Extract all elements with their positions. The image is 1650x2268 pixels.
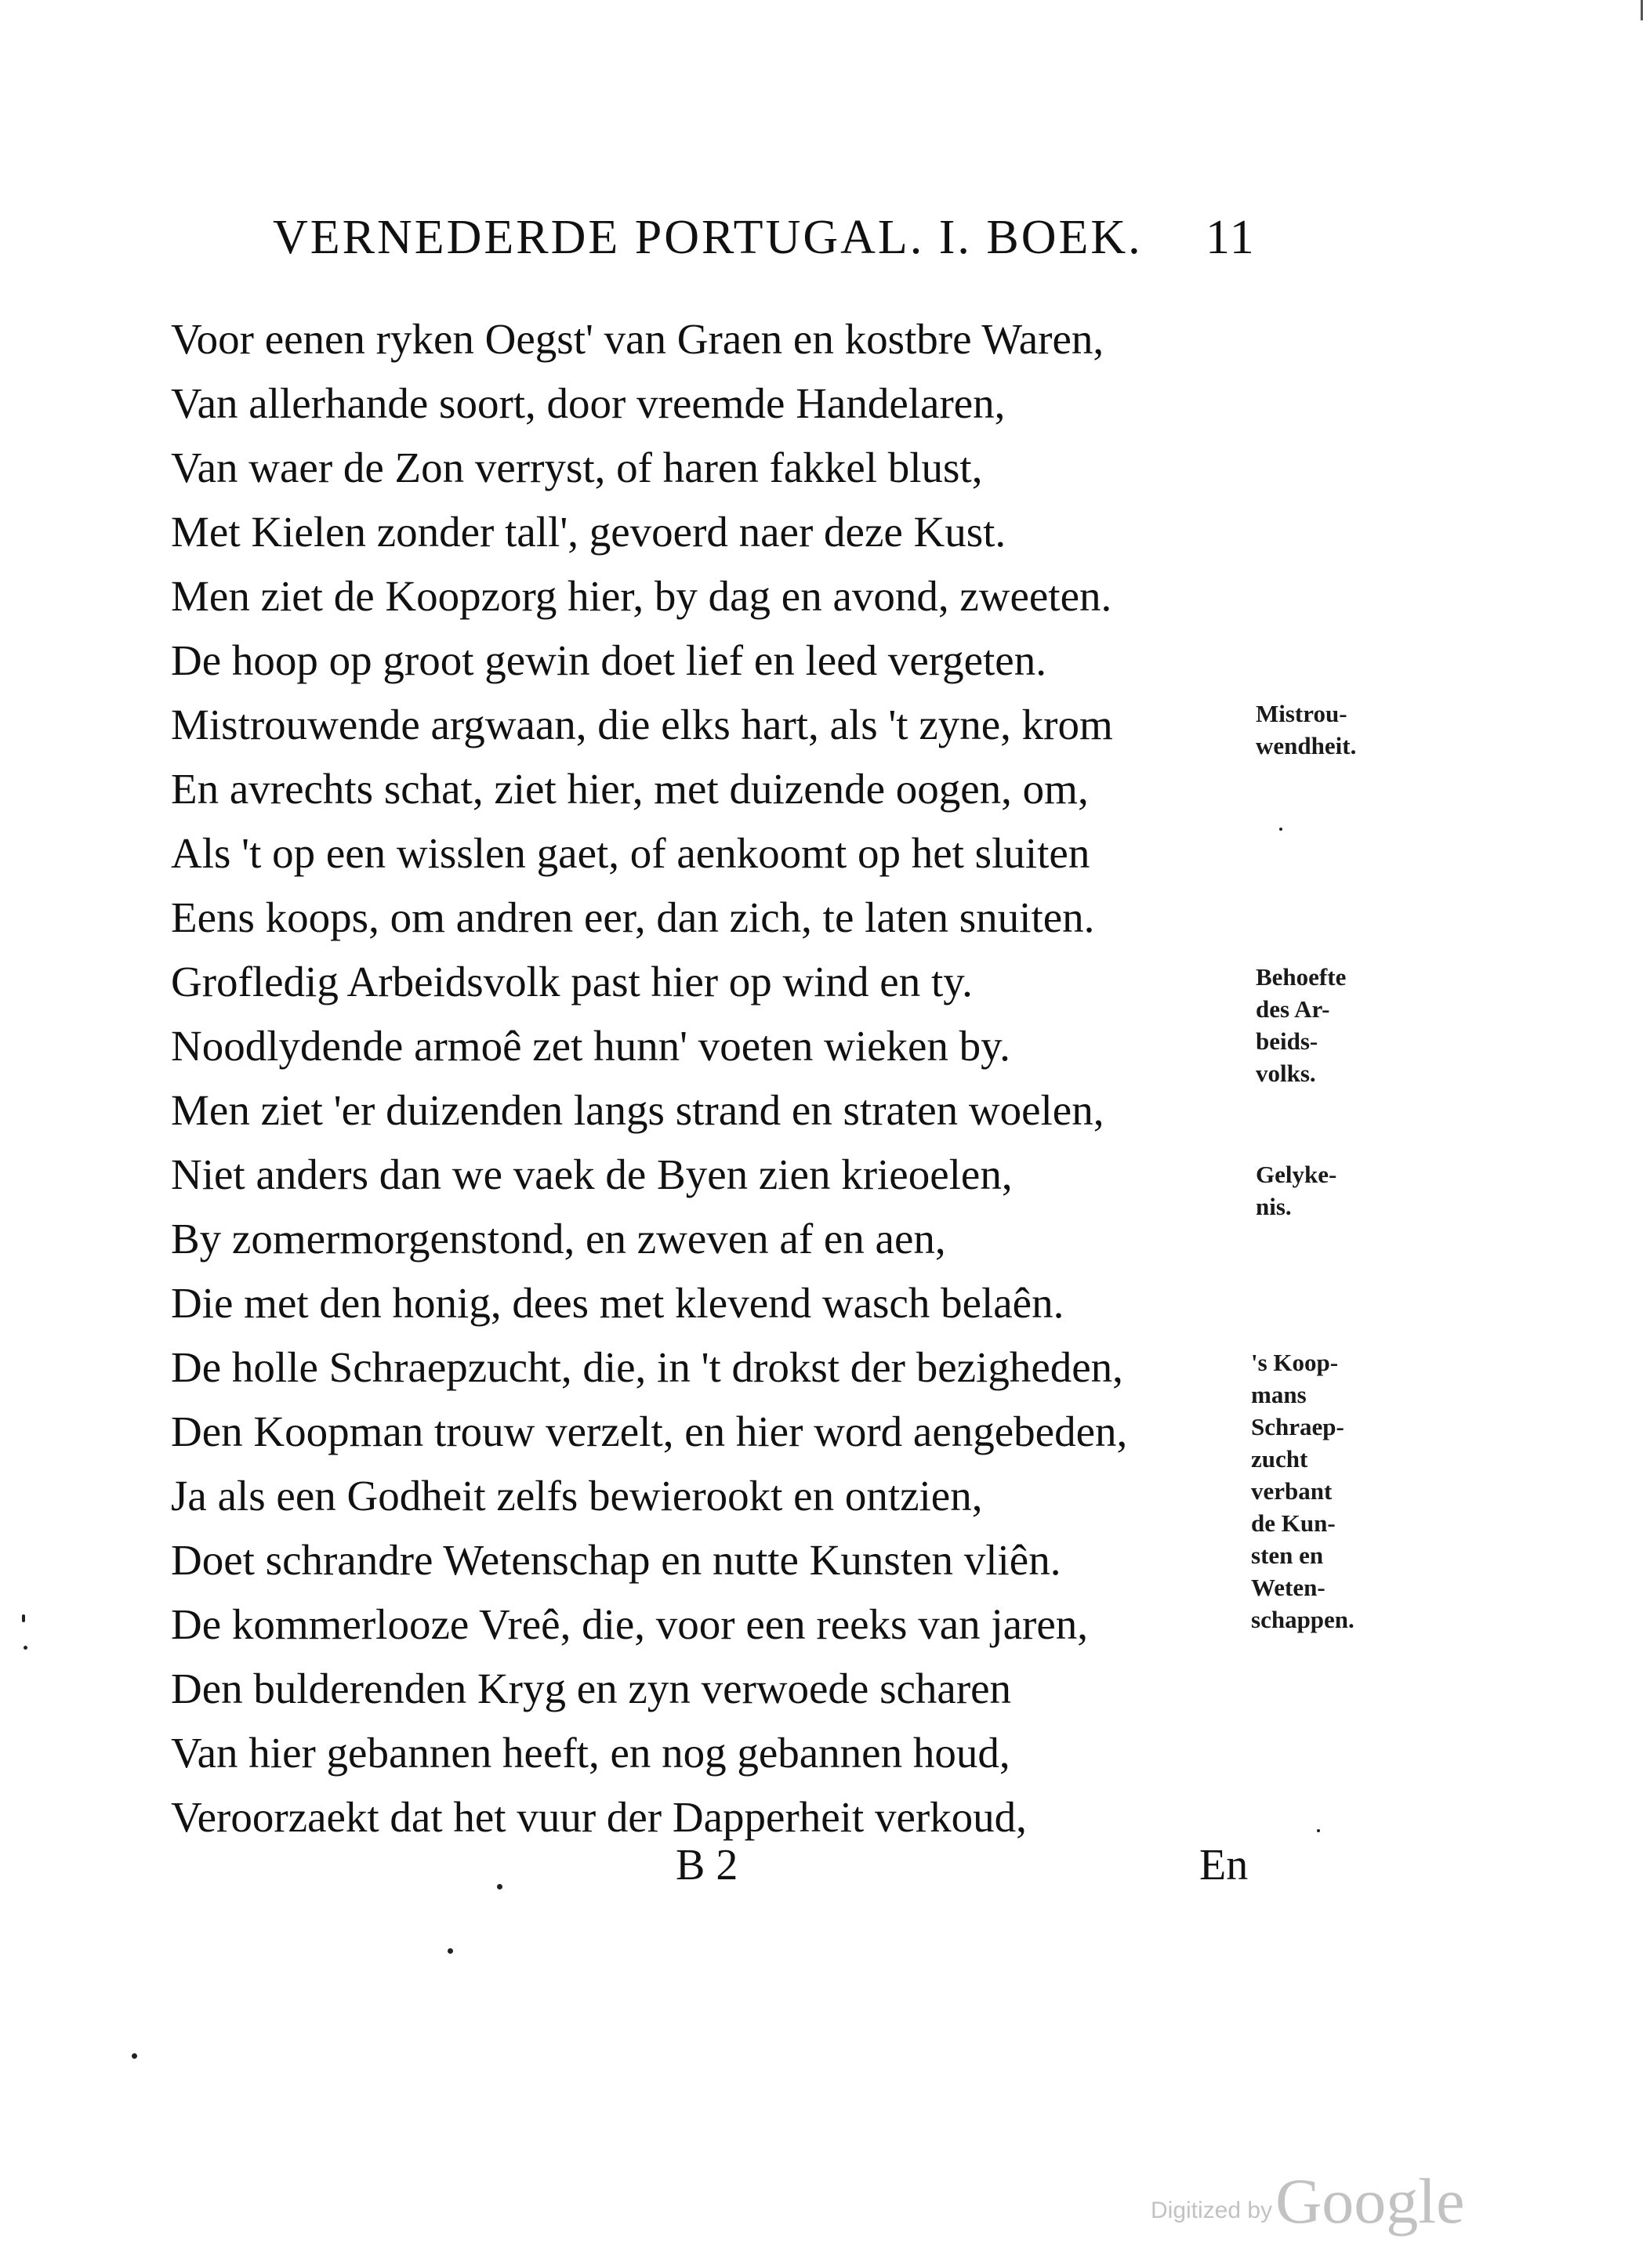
catchword: En: [1199, 1841, 1249, 1889]
page-number: 11: [1206, 211, 1256, 264]
verse-block: [171, 307, 1284, 1850]
verse-line: Den bulderenden Kryg en zyn verwoede scharen: [171, 1665, 1012, 1712]
margin-note: 's Koop- mans Schraep- zucht verbant de Kun- sten en Weten- schappen.: [1251, 1349, 1354, 1633]
page-edge-mark: [1641, 0, 1643, 20]
verse-line: Voor eenen ryken Oegst' van Graen en kostbre Waren,: [171, 315, 1104, 363]
verse-line: Men ziet 'er duizenden langs strand en straten woelen,: [171, 1086, 1104, 1134]
ink-speck: [24, 1646, 27, 1650]
verse-line: Men ziet de Koopzorg hier, by dag en avond, zweeten.: [171, 572, 1112, 620]
margin-note: Mistrou- wendheit.: [1256, 700, 1357, 759]
running-title: VERNEDERDE PORTUGAL. I. BOEK.: [273, 211, 1143, 264]
verse-line: Van waer de Zon verryst, of haren fakkel blust,: [171, 444, 983, 491]
verse-line: Eens koops, om andren eer, dan zich, te laten snuiten.: [171, 893, 1095, 941]
ink-speck: [22, 1614, 25, 1622]
verse-line: De hoop op groot gewin doet lief en leed vergeten.: [171, 636, 1046, 684]
verse-line: De kommerlooze Vreê, die, voor een reeks van jaren,: [171, 1600, 1089, 1648]
verse-line: By zomermorgenstond, en zweven af en aen,: [171, 1215, 946, 1263]
verse-line: Mistrouwende argwaan, die elks hart, als 't zyne, krom: [171, 701, 1113, 748]
watermark-logo: Google: [1275, 2165, 1465, 2237]
verse-line: Den Koopman trouw verzelt, en hier word aengebeden,: [171, 1408, 1128, 1455]
signature-mark: B 2: [676, 1841, 738, 1889]
verse-line: Veroorzaekt dat het vuur der Dapperheit verkoud,: [171, 1793, 1027, 1841]
verse-line: De holle Schraepzucht, die, in 't drokst der bezigheden,: [171, 1343, 1123, 1391]
ink-speck: [448, 1948, 453, 1954]
margin-note: Behoefte des Ar- beids- volks.: [1256, 963, 1347, 1087]
running-header: [273, 210, 1292, 273]
verse-line: Van hier gebannen heeft, en nog gebannen houd,: [171, 1729, 1010, 1777]
margin-note: Gelyke- nis.: [1256, 1161, 1337, 1220]
verse-line: Niet anders dan we vaek de Byen zien krieoelen,: [171, 1150, 1013, 1198]
verse-line: Als 't op een wisslen gaet, of aenkoomt op het sluiten: [171, 829, 1090, 877]
digitized-watermark: [1151, 2165, 1464, 2238]
ink-speck: [1279, 828, 1282, 831]
verse-line: Met Kielen zonder tall', gevoerd naer deze Kust.: [171, 508, 1006, 556]
verse-line: Van allerhande soort, door vreemde Handelaren,: [171, 379, 1006, 427]
ink-speck: [1317, 1829, 1320, 1832]
verse-line: Die met den honig, dees met klevend wasch belaên.: [171, 1279, 1064, 1327]
verse-line: Doet schrandre Wetenschap en nutte Kunsten vliên.: [171, 1536, 1061, 1584]
ink-speck: [497, 1884, 502, 1889]
ink-speck: [132, 2053, 137, 2059]
verse-line: Noodlydende armoê zet hunn' voeten wieken by.: [171, 1022, 1010, 1070]
verse-line: En avrechts schat, ziet hier, met duizende oogen, om,: [171, 765, 1089, 813]
verse-line: Grofledig Arbeidsvolk past hier op wind en ty.: [171, 958, 973, 1005]
watermark-prefix: Digitized by: [1151, 2197, 1273, 2223]
verse-line: Ja als een Godheit zelfs bewierookt en ontzien,: [171, 1472, 983, 1520]
